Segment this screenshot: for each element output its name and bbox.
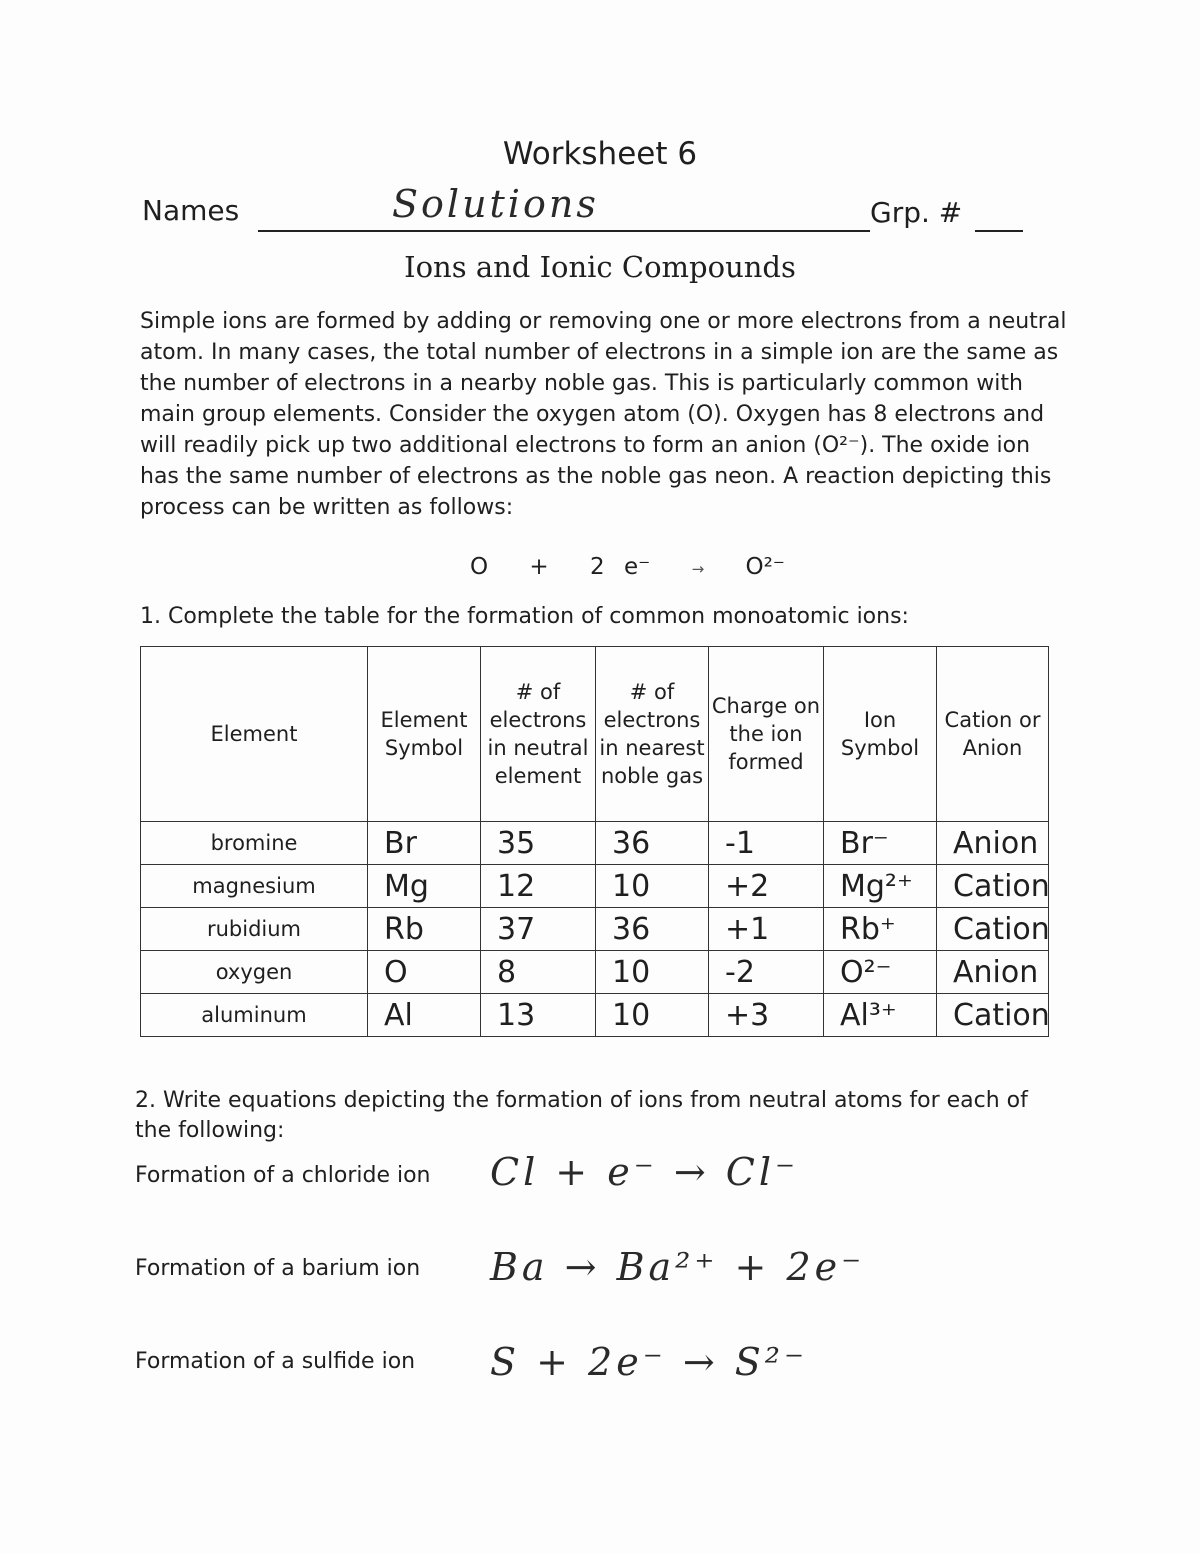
header-noble-gas-electrons: # of electrons in nearest noble gas: [596, 647, 709, 822]
noble-gas-electrons-answer[interactable]: 36: [596, 908, 709, 951]
table-header-row: [141, 647, 1049, 822]
names-field[interactable]: Solutions: [392, 182, 599, 226]
chloride-label: Formation of a chloride ion: [135, 1163, 431, 1188]
element-symbol-answer[interactable]: Rb: [368, 908, 481, 951]
charge-answer[interactable]: +2: [709, 865, 824, 908]
ion-symbol-answer[interactable]: Br⁻: [824, 822, 937, 865]
barium-equation-answer[interactable]: Ba → Ba²⁺ + 2e⁻: [490, 1245, 866, 1289]
table-row: [141, 994, 1049, 1037]
intro-text: Simple ions are formed by adding or removing one or more electrons from a neutral atom. In many cases, the total number of electrons in a simple ion are the same as the number of electrons in a nearby noble gas. This is particularly common with main group elements. Consider the oxygen atom (O). Oxygen has 8 electrons and will readily pick up two additional electrons to form an anion (O²⁻). The oxide ion has the same number of electrons as the noble gas neon. A reaction depicting this process can be written as follows:: [140, 309, 1067, 520]
table-row: [141, 951, 1049, 994]
names-label: Names: [142, 194, 240, 227]
ion-symbol-answer[interactable]: O²⁻: [824, 951, 937, 994]
cation-anion-answer[interactable]: Anion: [937, 951, 1049, 994]
neutral-electrons-answer[interactable]: 13: [481, 994, 596, 1037]
element-symbol-answer[interactable]: Mg: [368, 865, 481, 908]
oxygen-equation: [470, 554, 807, 580]
sulfide-label: Formation of a sulfide ion: [135, 1349, 416, 1374]
question-2-prompt: 2. Write equations depicting the formation of ions from neutral atoms for each of the following:: [135, 1088, 1028, 1143]
neutral-electrons-answer[interactable]: 35: [481, 822, 596, 865]
element-name: rubidium: [141, 908, 368, 951]
element-symbol-answer[interactable]: Br: [368, 822, 481, 865]
charge-answer[interactable]: -2: [709, 951, 824, 994]
group-label: Grp. #: [870, 196, 963, 229]
eq-arrow: →: [691, 560, 705, 578]
table-row: [141, 908, 1049, 951]
element-symbol-answer[interactable]: Al: [368, 994, 481, 1037]
element-name: oxygen: [141, 951, 368, 994]
header-cation-anion: Cation or Anion: [937, 647, 1049, 822]
noble-gas-electrons-answer[interactable]: 10: [596, 951, 709, 994]
ion-symbol-answer[interactable]: Mg²⁺: [824, 865, 937, 908]
element-symbol-answer[interactable]: O: [368, 951, 481, 994]
header-element-symbol: Element Symbol: [368, 647, 481, 822]
header-element: Element: [141, 647, 368, 822]
element-name: aluminum: [141, 994, 368, 1037]
chloride-equation-answer[interactable]: Cl + e⁻ → Cl⁻: [490, 1150, 800, 1194]
section-subtitle: Ions and Ionic Compounds: [404, 250, 796, 284]
eq-plus: +: [529, 554, 549, 580]
ion-symbol-answer[interactable]: Al³⁺: [824, 994, 937, 1037]
barium-label: Formation of a barium ion: [135, 1256, 421, 1281]
cation-anion-answer[interactable]: Cation: [937, 865, 1049, 908]
ion-symbol-answer[interactable]: Rb⁺: [824, 908, 937, 951]
noble-gas-electrons-answer[interactable]: 10: [596, 994, 709, 1037]
sulfide-equation-answer[interactable]: S + 2e⁻ → S²⁻: [490, 1340, 809, 1384]
ions-table: [140, 646, 1049, 1037]
neutral-electrons-answer[interactable]: 37: [481, 908, 596, 951]
intro-paragraph: [140, 306, 1070, 523]
worksheet-title: Worksheet 6: [502, 136, 698, 172]
cation-anion-answer[interactable]: Anion: [937, 822, 1049, 865]
cation-anion-answer[interactable]: Cation: [937, 908, 1049, 951]
group-number-field[interactable]: [975, 230, 1023, 232]
names-line: [258, 230, 870, 232]
question-1-prompt: 1. Complete the table for the formation of common monoatomic ions:: [140, 604, 909, 629]
eq-electrons: 2 e⁻: [590, 554, 651, 580]
eq-reactant: O: [470, 554, 489, 580]
neutral-electrons-answer[interactable]: 8: [481, 951, 596, 994]
noble-gas-electrons-answer[interactable]: 36: [596, 822, 709, 865]
element-name: magnesium: [141, 865, 368, 908]
charge-answer[interactable]: +3: [709, 994, 824, 1037]
eq-product: O²⁻: [745, 554, 785, 580]
element-name: bromine: [141, 822, 368, 865]
cation-anion-answer[interactable]: Cation: [937, 994, 1049, 1037]
noble-gas-electrons-answer[interactable]: 10: [596, 865, 709, 908]
table-row: [141, 865, 1049, 908]
header-charge: Charge on the ion formed: [709, 647, 824, 822]
header-neutral-electrons: # of electrons in neutral element: [481, 647, 596, 822]
header-ion-symbol: Ion Symbol: [824, 647, 937, 822]
table-row: [141, 822, 1049, 865]
charge-answer[interactable]: +1: [709, 908, 824, 951]
charge-answer[interactable]: -1: [709, 822, 824, 865]
neutral-electrons-answer[interactable]: 12: [481, 865, 596, 908]
